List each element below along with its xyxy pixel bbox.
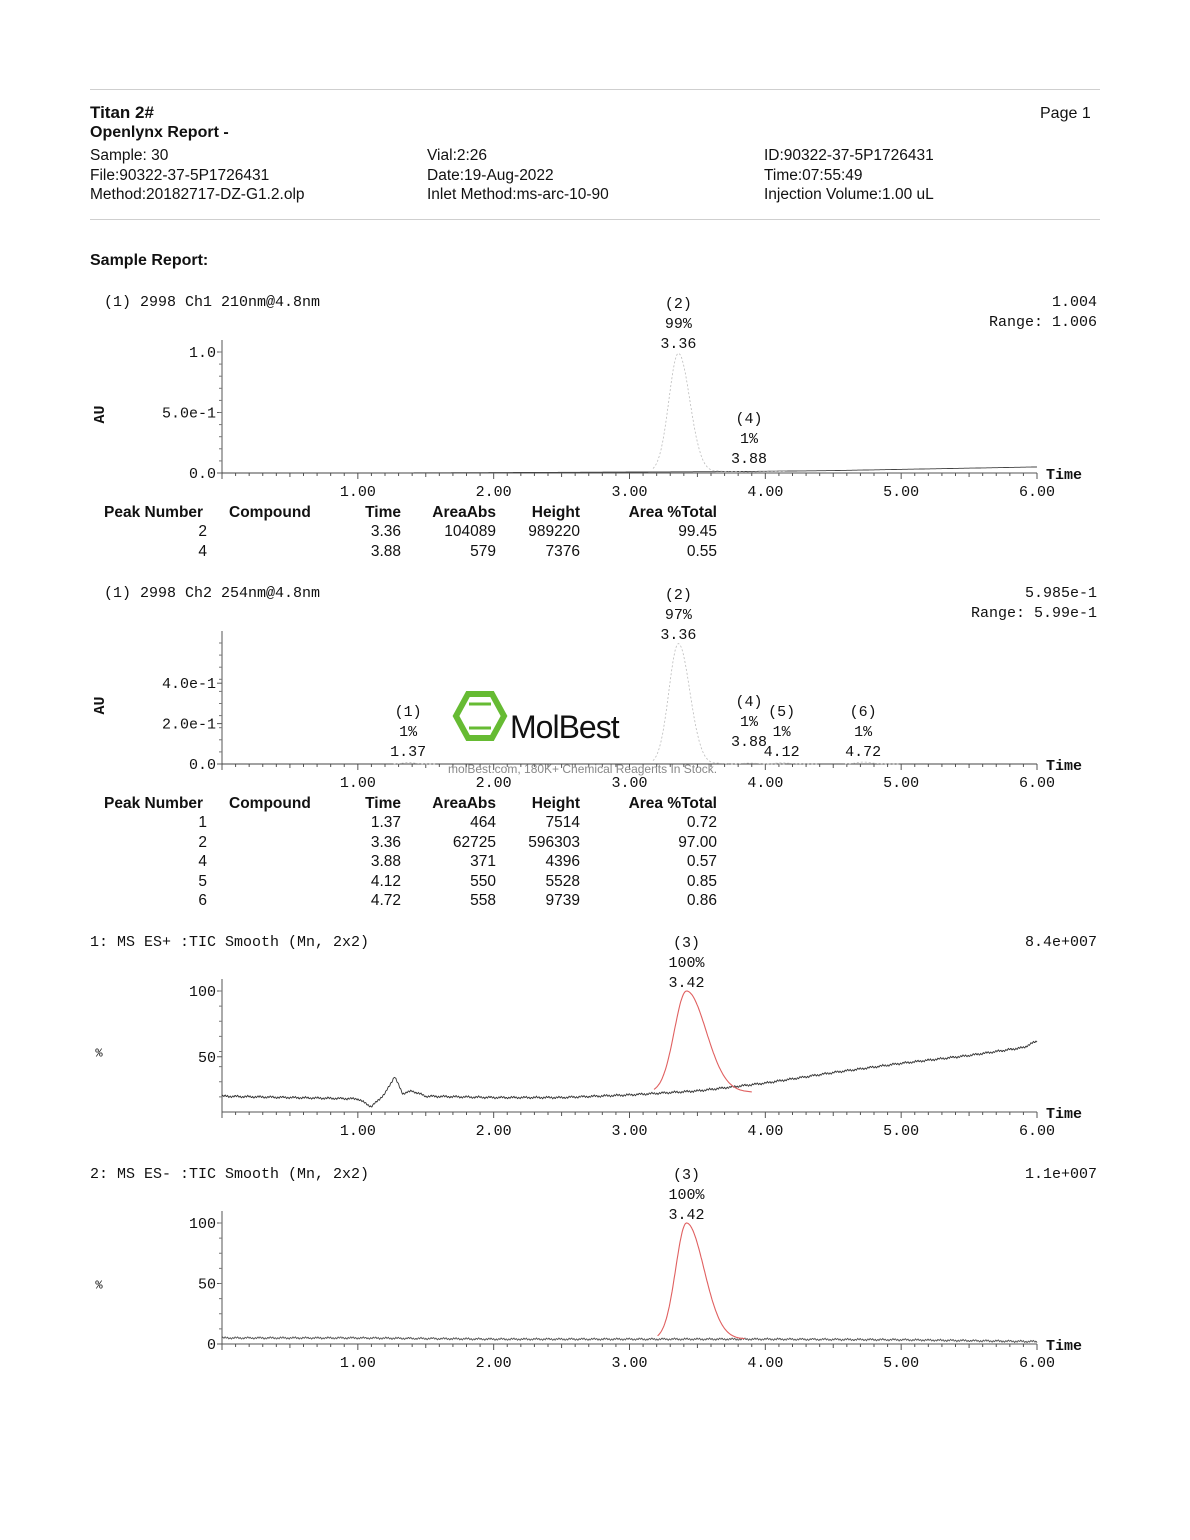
series-baseline-line [222,1337,1037,1343]
table-cell: 5528 [545,872,580,890]
max-intensity-label: 5.985e-1 [1024,585,1097,602]
x-tick-label: 6.00 [1018,1355,1056,1372]
y-axis-label: AU [92,405,109,424]
peak-trace [658,1223,745,1339]
y-tick-label: 50 [197,1049,216,1067]
table-cell: 4.12 [370,872,401,890]
col-compound: Compound [229,795,311,812]
meta-inlet-method: Inlet Method:ms-arc-10-90 [427,186,609,203]
x-axis-label: Time [1046,467,1083,484]
page-number: Page 1 [1040,105,1091,122]
col-area-abs: AreaAbs [432,795,496,812]
x-tick-label: 4.00 [747,1123,784,1140]
x-tick-label: 3.00 [611,775,648,792]
meta-date: Date:19-Aug-2022 [427,166,554,184]
peak-time-label: 3.42 [668,975,705,992]
range-label: Range: 5.99e-1 [970,605,1097,622]
table-cell: 3.36 [370,523,401,541]
table-cell: 104089 [444,523,496,541]
peak-time-label: 4.12 [763,744,800,761]
meta-time: Time:07:55:49 [764,166,863,184]
x-tick-label: 1.00 [339,775,376,792]
table-cell: 0.85 [686,872,717,890]
table-cell: 62725 [452,833,496,851]
peak-id-label: (2) [664,587,692,604]
peak-id-label: (4) [735,411,763,428]
table-cell: 2 [198,523,207,541]
report-title: Titan 2# [90,103,154,122]
meta-id: ID:90322-37-5P1726431 [764,147,934,164]
y-tick-label: 0 [206,1337,216,1354]
peak-time-label: 3.88 [731,451,768,468]
y-tick-label: 50 [197,1276,216,1294]
table-cell: 97.00 [678,833,717,851]
table-cell: 7376 [545,542,580,560]
table-cell: 0.55 [686,542,717,560]
table-cell: 3.88 [370,853,401,871]
peak-time-label: 3.36 [660,627,697,644]
col-height: Height [531,795,580,812]
y-tick-label: 1.0 [188,345,216,362]
meta-vial: Vial:2:26 [427,147,488,164]
y-axis-label: % [95,1278,103,1293]
table-cell: 371 [470,853,496,871]
x-tick-label: 1.00 [339,1123,376,1140]
meta-file: File:90322-37-5P1726431 [90,166,270,184]
table-cell: 0.86 [686,892,717,910]
max-intensity-label: 1.004 [1051,294,1097,311]
table-cell: 0.57 [686,853,717,871]
peak-percent-label: 97% [664,607,692,624]
table-cell: 558 [470,892,496,910]
col-compound: Compound [229,504,311,521]
x-axis-label: Time [1046,1338,1083,1355]
peak-percent-label: 1% [740,431,759,448]
range-label: Range: 1.006 [988,314,1097,331]
peak-time-label: 3.88 [731,734,768,751]
chart-title: 2: MS ES- :TIC Smooth (Mn, 2x2) [90,1166,370,1183]
col-time: Time [365,504,401,521]
peak-time-label: 1.37 [390,744,427,761]
table-cell: 99.45 [678,523,717,541]
peak-id-label: (3) [673,1167,701,1184]
y-tick-label: 0.0 [188,757,216,774]
table-cell: 1 [198,814,207,832]
col-height: Height [531,504,580,521]
chart-title: (1) 2998 Ch1 210nm@4.8nm [104,294,321,311]
y-tick-label: 100 [188,984,216,1001]
x-tick-label: 6.00 [1018,1123,1056,1140]
x-tick-label: 3.00 [611,1123,648,1140]
max-intensity-label: 8.4e+007 [1024,934,1097,951]
table-cell: 4 [198,853,207,871]
peak-id-label: (5) [768,704,796,721]
report-subtitle: Openlynx Report - [90,124,229,141]
table-cell: 3.36 [370,833,401,851]
y-axis-label: % [95,1046,103,1061]
peak-percent-label: 1% [740,714,759,731]
chart-title: 1: MS ES+ :TIC Smooth (Mn, 2x2) [90,934,370,951]
peak-percent-label: 1% [399,724,418,741]
table-cell: 6 [198,892,207,910]
table-cell: 7514 [545,814,580,832]
table-cell: 0.72 [686,814,717,832]
chart-title: (1) 2998 Ch2 254nm@4.8nm [104,585,321,602]
x-tick-label: 3.00 [611,484,648,501]
y-tick-label: 0.0 [188,466,216,483]
peak-time-label: 4.72 [845,744,882,761]
peak-id-label: (1) [394,704,422,721]
x-tick-label: 2.00 [475,1355,512,1372]
table-cell: 596303 [528,833,580,851]
table-cell: 464 [470,814,496,832]
peak-id-label: (6) [849,704,877,721]
x-tick-label: 2.00 [475,1123,512,1140]
col-area-pct: Area %Total [628,795,717,812]
max-intensity-label: 1.1e+007 [1024,1166,1097,1183]
table-cell: 4 [198,542,207,560]
peak-percent-label: 100% [668,955,705,972]
section-title: Sample Report: [90,252,209,269]
table-cell: 9739 [545,892,580,910]
peak-time-label: 3.42 [668,1207,705,1224]
col-peak-number: Peak Number [104,504,204,521]
x-tick-label: 1.00 [339,1355,376,1372]
peak-percent-label: 99% [664,316,692,333]
x-tick-label: 1.00 [339,484,376,501]
x-tick-label: 2.00 [475,775,512,792]
meta-injection-volume: Injection Volume:1.00 uL [764,186,934,203]
y-tick-label: 5.0e-1 [161,405,216,423]
watermark-tagline: molBest.com, 180K+ Chemical Reagents In Stock. [448,762,718,776]
col-area-pct: Area %Total [628,504,717,521]
peak-percent-label: 1% [772,724,791,741]
x-tick-label: 5.00 [883,484,920,501]
peak-id-label: (4) [735,694,763,711]
x-tick-label: 2.00 [475,484,512,501]
x-tick-label: 5.00 [883,775,920,792]
peak-time-label: 3.36 [660,336,697,353]
y-tick-label: 2.0e-1 [161,716,216,734]
table-cell: 550 [470,872,496,890]
x-tick-label: 4.00 [747,484,784,501]
x-tick-label: 5.00 [883,1123,920,1140]
x-axis-label: Time [1046,758,1083,775]
y-tick-label: 100 [188,1216,216,1233]
peak-percent-label: 100% [668,1187,705,1204]
x-axis-label: Time [1046,1106,1083,1123]
col-peak-number: Peak Number [104,795,204,812]
peak-id-label: (2) [664,296,692,313]
table-cell: 4.72 [370,892,401,910]
table-cell: 1.37 [370,814,401,832]
table-cell: 989220 [528,523,580,541]
molbest-brand: MolBest [510,709,619,745]
table-cell: 3.88 [370,542,401,560]
y-tick-label: 4.0e-1 [161,676,216,694]
peak-id-label: (3) [673,935,701,952]
x-tick-label: 5.00 [883,1355,920,1372]
x-tick-label: 4.00 [747,1355,784,1372]
peak-percent-label: 1% [854,724,873,741]
col-area-abs: AreaAbs [432,504,496,521]
col-time: Time [365,795,401,812]
table-cell: 579 [470,542,496,560]
meta-sample: Sample: 30 [90,147,169,164]
x-tick-label: 6.00 [1018,484,1056,501]
table-cell: 4396 [545,853,580,871]
table-cell: 2 [198,833,207,851]
x-tick-label: 6.00 [1018,775,1056,792]
meta-method: Method:20182717-DZ-G1.2.olp [90,186,305,203]
x-tick-label: 4.00 [747,775,784,792]
x-tick-label: 3.00 [611,1355,648,1372]
table-cell: 5 [198,872,207,890]
y-axis-label: AU [92,696,109,715]
